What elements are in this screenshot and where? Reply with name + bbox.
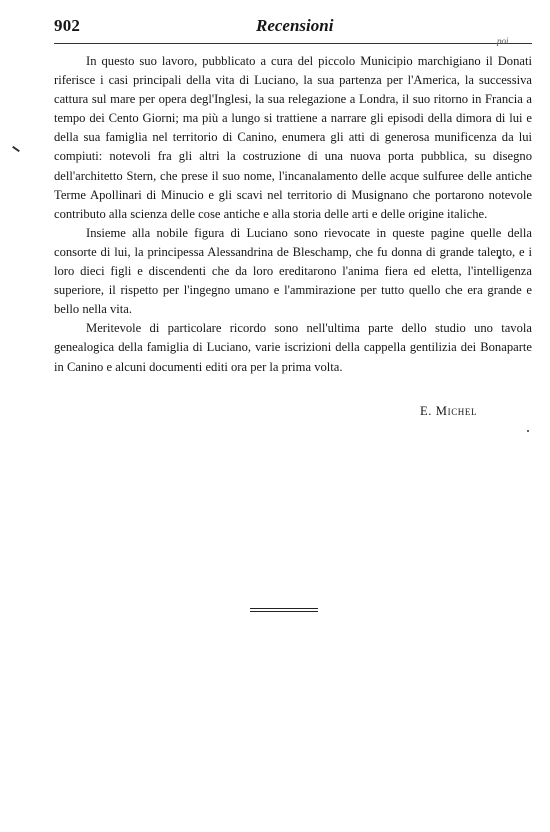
section-end-rule xyxy=(250,608,318,609)
page-header xyxy=(54,16,532,40)
header-rule xyxy=(54,43,532,44)
paragraph-2: Insieme alla nobile figura di Luciano sono rievocate in queste pagine quelle della consorte di lui, la principessa Alessandrina de Bleschamp, che fu donna di grande talento, e i loro dieci figli e discendenti che da loro ereditarono l'anima fiera ed eletta, l'intelligenza superiore, il rispetto per l'ingegno umano e l'ammirazione per tutto quello che era grande e bello nella vita. xyxy=(54,225,532,317)
running-title: Recensioni xyxy=(256,16,334,35)
paragraph-1: In questo suo lavoro, pubblicato a cura del piccolo Municipio marchigiano il Donati riferisce i casi principali della vita di Luciano, la sua partenza per l'America, la successiva cattura sul mare per opera degl'Inglesi, la sua relegazione a Londra, il suo ritorno in Francia a tempo dei Cento Giorni; ma più a lungo si trattiene a narrare gli episodi della dimora di lui e della sua famiglia nel territorio di Canino, enumera gli atti di generosa munificenza da lui compiuti: notevoli fra gli altri la costruzione di una nuova porta pubblica, su disegno dell'architetto Stern, che prese il suo nome, l'incanalamento delle acque sulfuree delle antiche Terme Apollinari di Minucio e gli scavi nel territorio di Musignano che portarono notevole contributo alla scienza delle cose antiche e alla storia delle arti e delle origine italiche. xyxy=(54,54,532,221)
author-surname: Michel xyxy=(435,404,478,418)
paragraph-3: Meritevole di particolare ricordo sono nell'ultima parte dello studio uno tavola genealogica della famiglia di Luciano, varie iscrizioni della cappella gentilizia dei Bonaparte in Canino e alcuni documenti editi ora per la prima volta. xyxy=(54,321,532,374)
page-number: 902 xyxy=(54,16,81,35)
review-body xyxy=(54,52,532,377)
author-signature xyxy=(420,404,477,419)
section-end-rule xyxy=(250,611,318,612)
margin-handwritten-note: poi xyxy=(497,36,509,46)
author-initial: E. xyxy=(420,404,433,418)
margin-dot xyxy=(527,430,529,432)
margin-pencil-mark xyxy=(12,146,20,152)
